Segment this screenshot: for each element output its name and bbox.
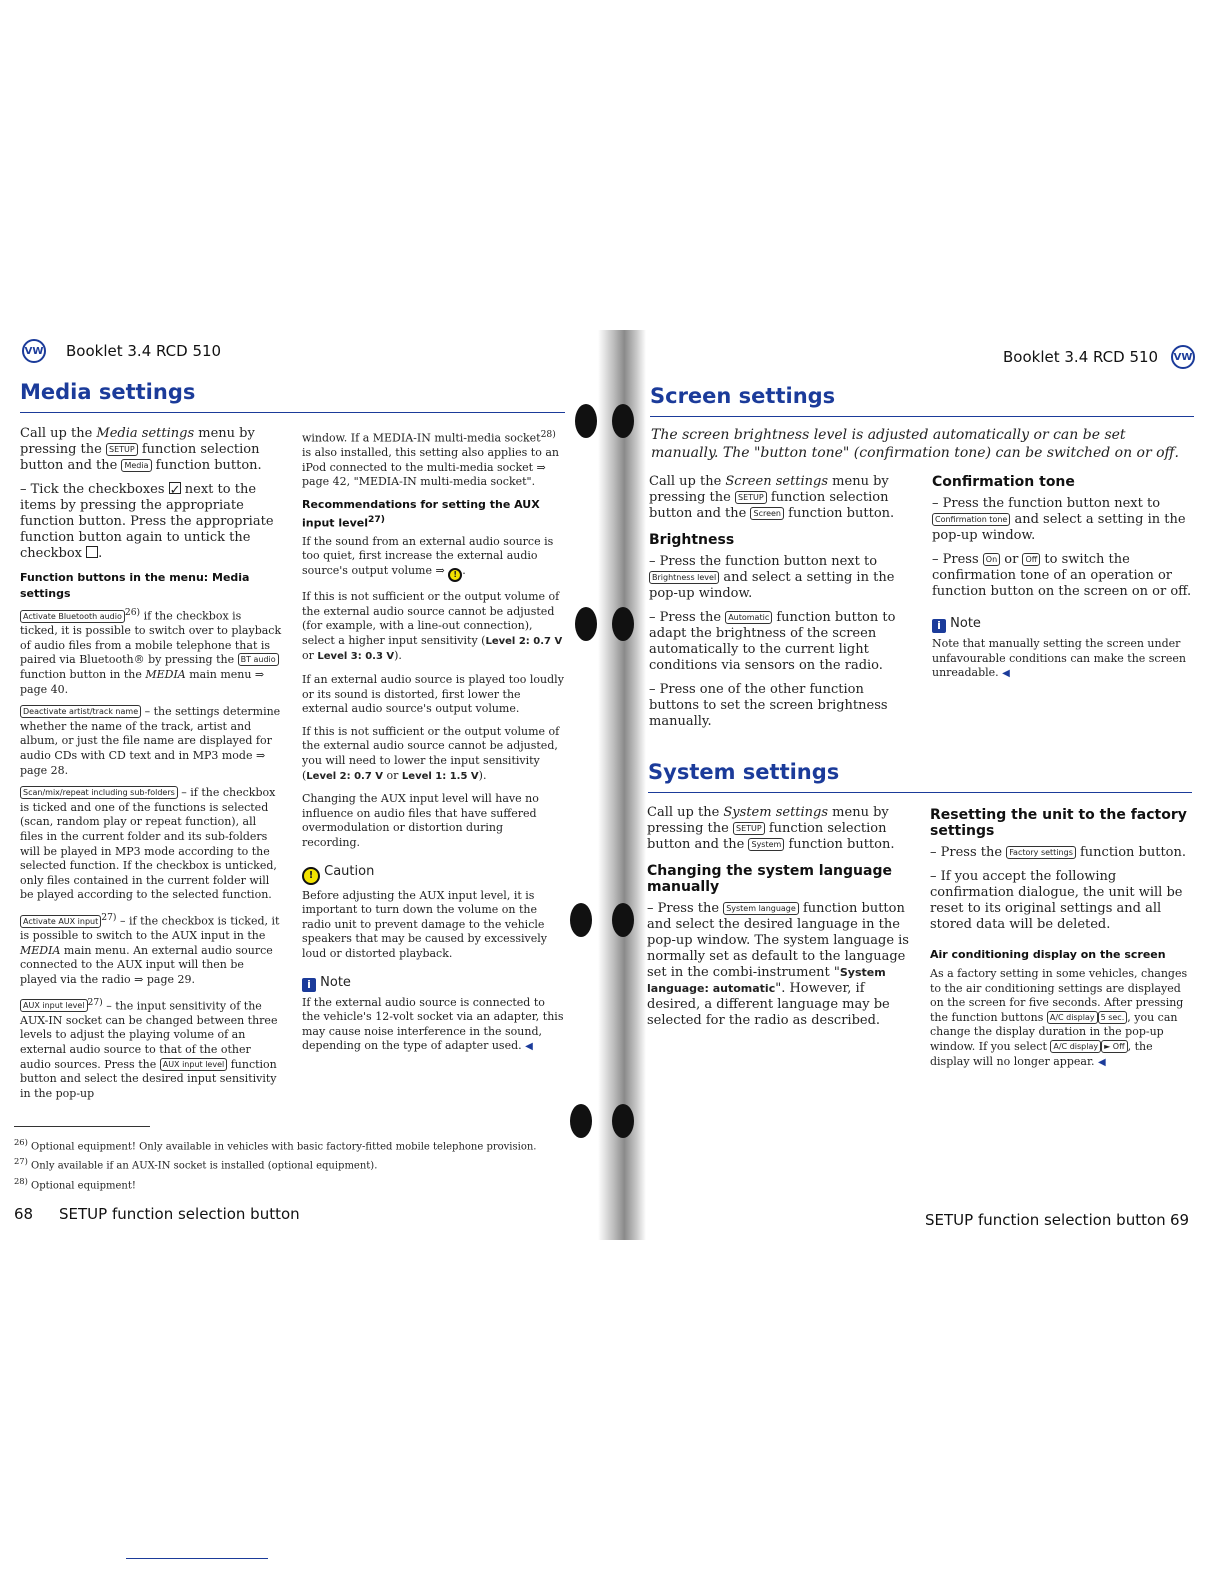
reset-step-2: – If you accept the following confirmation dialogue, the unit will be reset to its original settings and all stored data will be deleted. — [930, 869, 1183, 932]
media-column-2 — [302, 428, 564, 1063]
ring-hole — [575, 404, 597, 438]
end-arrow-icon: ◀ — [1098, 1056, 1106, 1068]
checkbox-empty-icon — [86, 546, 98, 558]
ac-display-button: A/C display — [1047, 1011, 1098, 1024]
item-scan-mix: Scan/mix/repeat including sub-folders – if the checkbox is ticked and one of the functions is selected (scan, random play or repeat function), all files in the current folder and its sub-folders will be played in MP3 mode according to the selected function. If the checkbox is unticked, only files contained in the current folder will be played according to the selected function. — [20, 786, 277, 902]
item-aux-level: AUX input level $^{27)}$ – the input sensitivity of the AUX-IN socket can be changed between three levels to adjust the playing volume of an external audio source to that of the other audio sources. Press the AUX input level function button and select the desired input sensitivity in the pop-up — [20, 996, 278, 1100]
ring-hole — [612, 903, 634, 937]
brightness-level-button: Brightness level — [649, 571, 719, 584]
system-language-button: System language — [723, 902, 799, 915]
footnote-26: $^{26)}$ Optional equipment! Only available in vehicles with basic factory-fitted mobile telephone provision. — [14, 1137, 537, 1153]
ring-hole — [612, 1104, 634, 1138]
vw-logo-icon: VW — [22, 339, 46, 363]
bt-audio-button: BT audio — [238, 653, 279, 666]
mid-p6: Changing the AUX input level will have no influence on audio files that have suffered overmodulation or distortion during recording. — [302, 792, 539, 849]
media-button: Media — [121, 459, 151, 472]
footer-right: SETUP function selection button — [925, 1211, 1166, 1229]
footnote-27: $^{27)}$ Only available if an AUX-IN socket is installed (optional equipment). — [14, 1156, 378, 1172]
language-step: – Press the System language function button and select the desired language in the pop-up window. The system language is normally set as default to the language set in the combi-instrument "System language: automatic". However, if desired, a different language may be selected for the radio as described. — [647, 901, 909, 1028]
media-intro: Call up the Media settings menu by pressing the SETUP function selection button and the Media function button. — [20, 426, 262, 473]
reset-step-1: – Press the Factory settings function button. — [930, 845, 1187, 860]
bottom-rule — [126, 1558, 268, 1559]
setup-button: SETUP — [735, 491, 767, 504]
ring-hole — [570, 1104, 592, 1138]
aux-input-level-button: AUX input level — [160, 1058, 228, 1071]
header-left: Booklet 3.4 RCD 510 — [66, 342, 222, 360]
vw-logo-icon: VW — [1171, 345, 1195, 369]
ac-heading: Air conditioning display on the screen — [930, 948, 1166, 961]
system-settings-title: System settings — [648, 760, 840, 784]
brightness-step-3: – Press one of the other function buttons to set the screen brightness manually. — [649, 682, 888, 729]
note-heading: i Note — [302, 976, 564, 992]
screen-note-heading: i Note — [932, 616, 1194, 633]
automatic-button: Automatic — [725, 611, 772, 624]
reset-heading: Resetting the unit to the factory settings — [930, 807, 1187, 839]
mid-p4: If an external audio source is played too loudly or its sound is distorted, first lower the external audio source's output volume. — [302, 673, 564, 716]
info-icon: i — [302, 978, 316, 992]
setup-button: SETUP — [733, 822, 765, 835]
caution-icon: ! — [448, 568, 462, 582]
off-button: ► Off — [1101, 1040, 1128, 1053]
tone-step-2: – Press On or Off to switch the confirmation tone of an operation or function button on the screen on or off. — [932, 552, 1192, 599]
brightness-step-1: – Press the function button next to Brightness level and select a setting in the pop-up window. — [649, 554, 895, 601]
screen-lead: The screen brightness level is adjusted automatically or can be set manually. The "button tone" (confirmation tone) can be switched on or off. — [651, 427, 1179, 461]
mid-p3: If this is not sufficient or the output volume of the external audio source cannot be adjusted (for example, with a line-out connection), select a higher input sensitivity (Level 2: 0.7 V or Level 3: 0.3 V). — [302, 590, 563, 663]
on-button: On — [983, 553, 1000, 566]
screen-intro: Call up the Screen settings menu by pressing the SETUP function selection button and the Screen function button. — [649, 474, 895, 521]
ring-hole — [575, 607, 597, 641]
checkbox-ticked-icon: ✓ — [169, 483, 181, 498]
system-column-2 — [930, 805, 1192, 1078]
function-buttons-heading: Function buttons in the menu: Media settings — [20, 571, 250, 600]
info-icon: i — [932, 619, 946, 633]
item-aux-input: Activate AUX input $^{27)}$ – if the checkbox is ticked, it is possible to switch to the AUX input in the MEDIA main menu. An external audio source connected to the AUX input will then be played via the radio ⇒ page 29. — [20, 911, 280, 986]
item-artist-track: Deactivate artist/track name – the settings determine whether the name of the track, artist and album, or just the file name are displayed for audio CDs with CD text and in MP3 mode ⇒ page 28. — [20, 705, 281, 777]
caution-icon: ! — [302, 867, 320, 885]
item-bluetooth: Activate Bluetooth audio $^{26)}$ if the checkbox is ticked, it is possible to switch over to playback of audio files from a mobile telephone that is paired via Bluetooth® by pressing the BT audio function button in the MEDIA main menu ⇒ page 40. — [20, 607, 282, 696]
media-column-1 — [20, 426, 282, 1109]
activate-aux-button: Activate AUX input — [20, 915, 101, 928]
end-arrow-icon: ◀ — [525, 1041, 533, 1053]
confirmation-tone-heading: Confirmation tone — [932, 474, 1075, 490]
screen-column-1 — [649, 474, 911, 738]
title-rule — [650, 416, 1194, 417]
tick-instruction: – Tick the checkboxes ✓ next to the items by pressing the appropriate function button. Press the appropriate function button again to untick the checkbox . — [20, 482, 274, 561]
screen-button: Screen — [750, 507, 784, 520]
brightness-heading: Brightness — [649, 532, 735, 548]
screen-note-text: Note that manually setting the screen under unfavourable conditions can make the screen unreadable. ◀ — [932, 637, 1186, 680]
ring-hole — [570, 903, 592, 937]
activate-bluetooth-button: Activate Bluetooth audio — [20, 610, 125, 623]
mid-p1: window. If a MEDIA-IN multi-media socket$^{28)}$ is also installed, this setting also applies to an iPod connected to the multi-media socket ⇒ page 42, "MEDIA-IN multi-media socket". — [302, 429, 559, 489]
rec-heading: Recommendations for setting the AUX input level$^{27)}$ — [302, 498, 540, 530]
ac-display-button: A/C display — [1050, 1040, 1101, 1053]
end-arrow-icon: ◀ — [1002, 668, 1010, 680]
ring-hole — [612, 404, 634, 438]
aux-input-level-button: AUX input level — [20, 999, 88, 1012]
footnote-rule — [14, 1126, 150, 1127]
footnotes — [14, 1135, 574, 1193]
off-button: Off — [1022, 553, 1040, 566]
ac-text: As a factory setting in some vehicles, changes to the air conditioning settings are displayed on the screen for five seconds. After pressing the function buttons A/C display 5 sec. , you can change the display duration in the pop-up window. If you select A/C display ► Off , the display will no longer appear. ◀ — [930, 967, 1188, 1068]
system-intro: Call up the System settings menu by pressing the SETUP function selection button and the System function button. — [647, 805, 895, 852]
title-rule — [20, 412, 565, 413]
setup-button: SETUP — [106, 443, 138, 456]
screen-column-2 — [932, 474, 1194, 690]
title-rule — [648, 792, 1192, 793]
factory-settings-button: Factory settings — [1006, 846, 1076, 859]
brightness-step-2: – Press the Automatic function button to adapt the brightness of the screen automatically to the current light conditions via sensors on the radio. — [649, 610, 896, 673]
page-number-left: 68 — [14, 1205, 34, 1223]
confirmation-tone-button: Confirmation tone — [932, 513, 1010, 526]
system-column-1 — [647, 805, 909, 1037]
tone-step-1: – Press the function button next to Confirmation tone and select a setting in the pop-up window. — [932, 496, 1186, 543]
system-button: System — [748, 838, 784, 851]
five-sec-button: 5 sec. — [1098, 1011, 1128, 1024]
caution-heading: ! Caution — [302, 865, 564, 885]
footer-left: SETUP function selection button — [59, 1205, 300, 1223]
deactivate-artist-button: Deactivate artist/track name — [20, 705, 141, 718]
page-title: Media settings — [20, 380, 196, 404]
page-number-right: 69 — [1170, 1211, 1190, 1229]
mid-p5: If this is not sufficient or the output volume of the external audio source cannot be adjusted, you will need to lower the input sensitivity (Level 2: 0.7 V or Level 1: 1.5 V). — [302, 724, 560, 782]
footnote-28: $^{28)}$ Optional equipment! — [14, 1175, 136, 1191]
note-text: If the external audio source is connected to the vehicle's 12-volt socket via an adapter, this may cause noise interference in the sound, depending on the type of adapter used. ◀ — [302, 995, 564, 1053]
language-heading: Changing the system language manually — [647, 863, 892, 895]
mid-p2: If the sound from an external audio source is too quiet, first increase the external audio source's output volume ⇒ ! . — [302, 535, 564, 582]
scan-mix-repeat-button: Scan/mix/repeat including sub-folders — [20, 786, 178, 799]
header-right: Booklet 3.4 RCD 510 — [1003, 348, 1159, 366]
caution-text: Before adjusting the AUX input level, it is important to turn down the volume on the radio unit to prevent damage to the vehicle speakers that may be caused by excessively loud or distorted playback. — [302, 888, 547, 960]
screen-settings-title: Screen settings — [650, 384, 836, 408]
ring-hole — [612, 607, 634, 641]
